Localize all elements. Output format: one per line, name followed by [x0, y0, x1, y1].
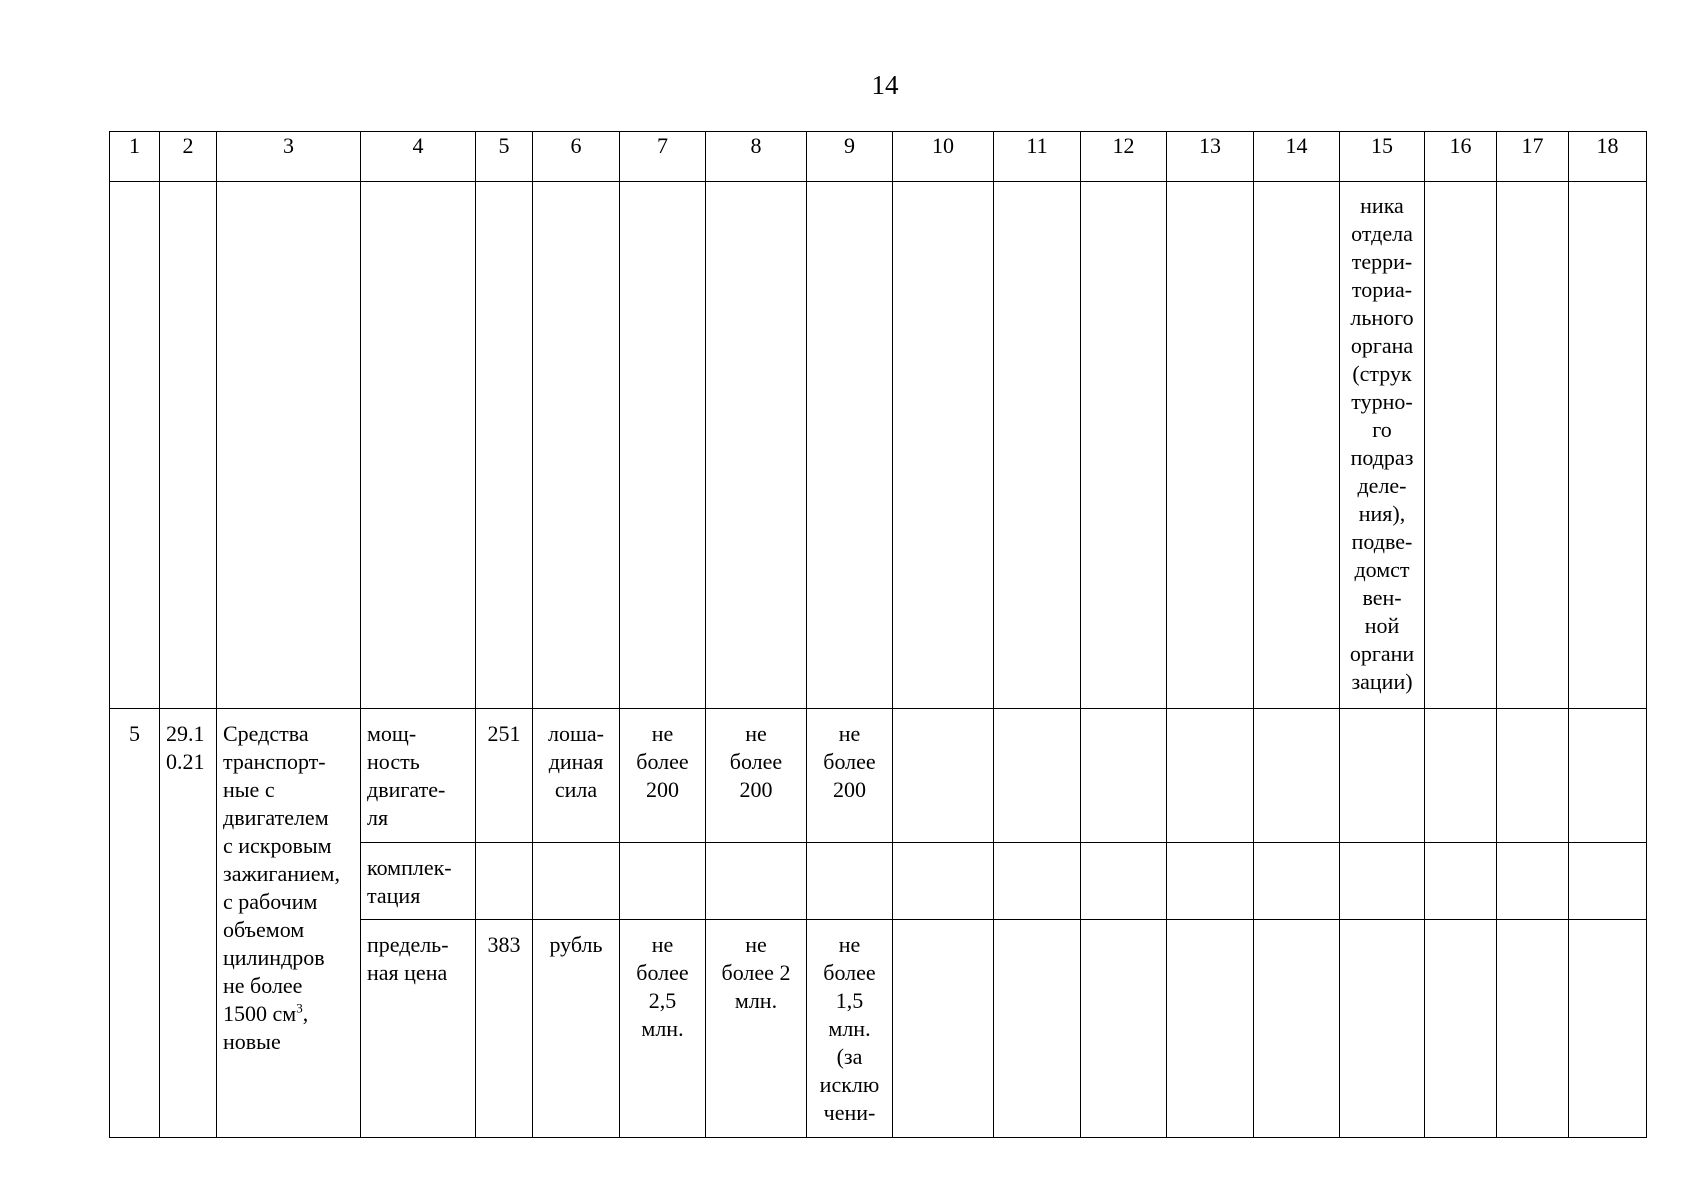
header-cell: 9	[807, 132, 893, 182]
item-name-tail: , новые	[223, 1001, 309, 1054]
document-table	[109, 131, 1647, 1138]
item-name	[217, 709, 361, 1138]
item-code	[160, 709, 217, 1138]
page-number: 14	[871, 70, 899, 100]
characteristic-cell: предель- ная цена	[361, 920, 476, 1138]
item-name-text: Средства транспорт- ные с двигателем с искровым зажиганием, с рабочим объемом цилиндров не более 1500 см	[223, 721, 340, 1026]
unit-cell: рубль	[533, 920, 620, 1138]
characteristic-cell: комплек- тация	[361, 843, 476, 920]
continuation-text: ника отдела терри- ториа- льного органа (струк турно- го подраз деле- ния), подве- домст вен- ной органи зации)	[1349, 193, 1415, 694]
value-col9-cell: не более 1,5 млн. (за исклю чени-	[807, 920, 893, 1138]
header-cell: 16	[1425, 132, 1497, 182]
header-cell: 7	[620, 132, 706, 182]
header-cell: 3	[217, 132, 361, 182]
characteristic-cell: мощ- ность двигате- ля	[361, 709, 476, 843]
header-cell: 12	[1081, 132, 1167, 182]
value-col7-cell: не более 200	[620, 709, 706, 843]
table-row-continuation	[110, 182, 1647, 709]
value-col9-cell	[807, 843, 893, 920]
okei-code-cell: 251	[476, 709, 533, 843]
header-cell: 13	[1167, 132, 1254, 182]
header-cell: 1	[110, 132, 160, 182]
okei-code-cell	[476, 843, 533, 920]
unit-cell: лоша- диная сила	[533, 709, 620, 843]
okei-code-cell: 383	[476, 920, 533, 1138]
item-number: 5	[110, 709, 160, 1138]
table-row-item-5-power	[110, 709, 1647, 843]
header-cell: 18	[1569, 132, 1647, 182]
continuation-cell-15	[1340, 182, 1425, 709]
item-code-text: 29.1 0.21	[166, 721, 205, 774]
value-col8-cell	[706, 843, 807, 920]
header-cell: 6	[533, 132, 620, 182]
value-col7-cell	[620, 843, 706, 920]
table-header-row	[110, 132, 1647, 182]
item-name-sup: 3	[296, 1000, 303, 1016]
header-cell: 17	[1497, 132, 1569, 182]
header-cell: 15	[1340, 132, 1425, 182]
value-col8-cell: не более 2 млн.	[706, 920, 807, 1138]
header-cell: 10	[893, 132, 994, 182]
value-col8-cell: не более 200	[706, 709, 807, 843]
value-col9-cell: не более 200	[807, 709, 893, 843]
header-cell: 11	[994, 132, 1081, 182]
header-cell: 5	[476, 132, 533, 182]
header-cell: 2	[160, 132, 217, 182]
unit-cell	[533, 843, 620, 920]
value-col7-cell: не более 2,5 млн.	[620, 920, 706, 1138]
header-cell: 8	[706, 132, 807, 182]
header-cell: 4	[361, 132, 476, 182]
header-cell: 14	[1254, 132, 1340, 182]
